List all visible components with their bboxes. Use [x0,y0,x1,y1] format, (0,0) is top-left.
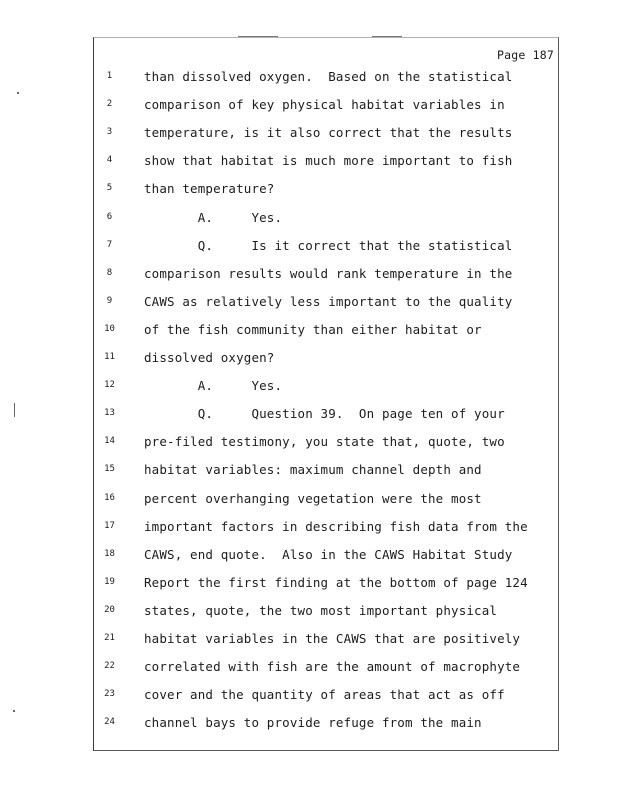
transcript-line [94,350,560,370]
line-number: 20 [104,604,115,615]
line-text: correlated with fish are the amount of macrophyte [144,659,521,675]
scan-speck [13,710,15,712]
line-number: 11 [104,352,115,362]
line-number: 21 [104,633,115,643]
transcript-line [94,153,560,173]
transcript-line [94,406,560,426]
line-text: percent overhanging vegetation were the most [144,490,482,506]
transcript-line [94,491,560,511]
transcript-line [94,210,560,230]
line-text: A. Yes. [144,209,283,225]
transcript-line [94,659,560,679]
line-number: 22 [104,661,115,672]
line-number: 8 [106,267,113,278]
line-text: habitat variables in the CAWS that are positively [144,631,521,646]
line-number: 4 [106,155,113,166]
scan-speck [14,403,15,417]
transcript-line [94,687,560,707]
line-text: of the fish community than either habitat or [144,321,482,337]
transcript-line [94,631,560,651]
line-text: temperature, is it also correct that the results [144,125,513,141]
line-number: 23 [104,689,115,700]
line-number: 6 [106,211,113,222]
line-number: 7 [106,239,113,250]
line-text: Report the first finding at the bottom of page 124 [144,574,528,590]
line-number: 24 [104,717,115,728]
line-number: 15 [104,464,115,475]
line-number: 14 [104,436,115,447]
transcript-line [94,715,560,735]
line-number: 1 [106,71,113,81]
transcript-line [94,238,560,258]
line-text: CAWS, end quote. Also in the CAWS Habitat Study [144,546,513,562]
transcript-line [94,322,560,342]
line-number: 13 [104,408,115,419]
line-text: A. Yes. [144,378,283,394]
transcript-page [93,37,559,751]
line-number: 17 [104,520,115,531]
line-number: 10 [104,323,115,334]
transcript-line [94,547,560,567]
line-number: 2 [106,99,113,110]
transcript-line [94,97,560,117]
transcript-line [94,266,560,286]
line-text: comparison results would rank temperature in the [144,265,513,281]
transcript-line [94,378,560,398]
line-text: Q. Question 39. On page ten of your [144,406,505,422]
transcript-line [94,125,560,145]
line-text: cover and the quantity of areas that act as off [144,687,505,703]
line-text: than dissolved oxygen. Based on the statistical [144,69,513,84]
line-text: important factors in describing fish data from the [144,518,528,534]
line-text: comparison of key physical habitat variables in [144,97,505,113]
line-text: show that habitat is much more important to fish [144,153,513,169]
line-number: 3 [106,127,113,138]
line-number: 19 [104,576,115,587]
transcript-line [94,181,560,201]
transcript-line [94,294,560,314]
line-text: Q. Is it correct that the statistical [144,237,513,253]
line-number: 9 [106,295,113,306]
transcript-line [94,462,560,482]
transcript-line [94,434,560,454]
line-text: than temperature? [144,181,275,197]
line-number: 12 [104,380,115,391]
line-number: 5 [106,183,113,194]
line-text: CAWS as relatively less important to the quality [144,293,513,309]
line-text: dissolved oxygen? [144,350,275,365]
line-number: 18 [104,548,115,559]
transcript-line [94,69,560,89]
line-text: pre-filed testimony, you state that, quote, two [144,434,505,450]
page-number: Page 187 [497,48,554,62]
line-text: habitat variables: maximum channel depth and [144,462,482,478]
transcript-line [94,519,560,539]
transcript-line [94,575,560,595]
line-number: 16 [104,492,115,503]
line-text: states, quote, the two most important physical [144,602,498,618]
scan-speck [17,92,19,94]
line-text: channel bays to provide refuge from the main [144,715,482,731]
transcript-line [94,603,560,623]
